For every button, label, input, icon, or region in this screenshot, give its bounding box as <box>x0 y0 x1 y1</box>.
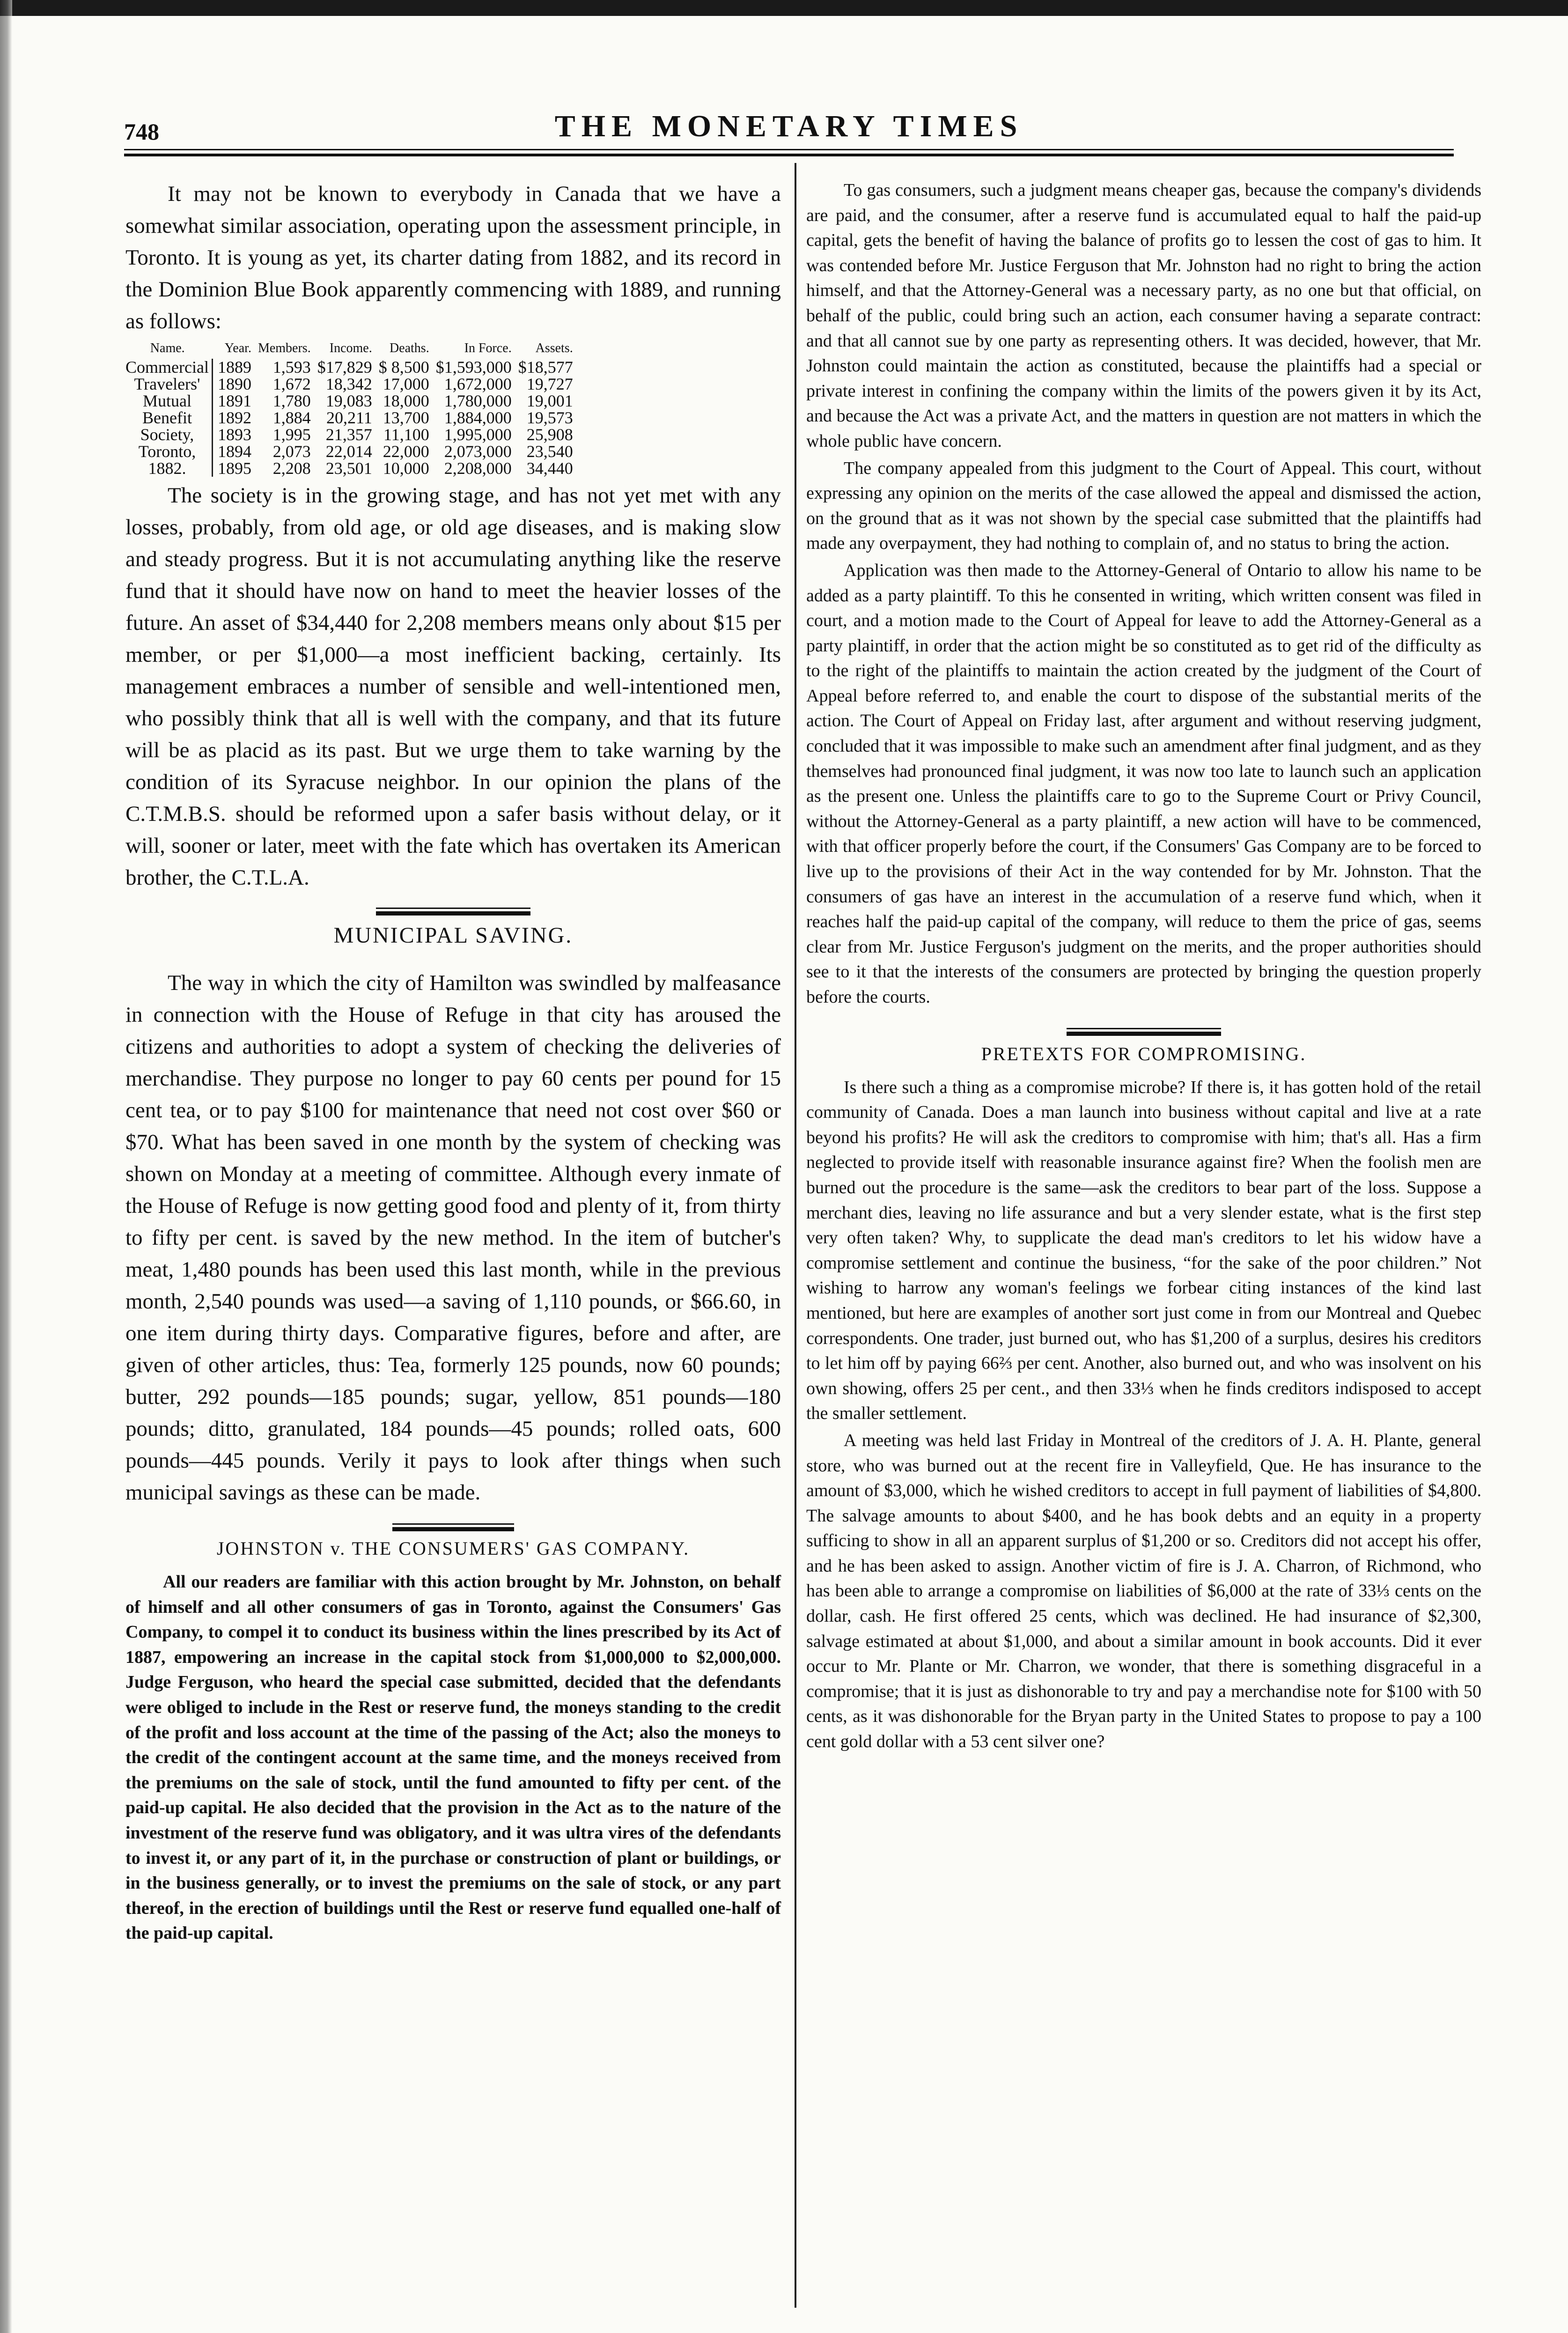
municipal-saving-title: MUNICIPAL SAVING. <box>333 923 573 948</box>
table-row: Benefit 1892 1,884 20,211 13,700 1,884,000 19,573 <box>142 408 573 427</box>
left-column <box>125 178 781 1946</box>
page-header <box>124 109 1454 145</box>
ctmbs-statistics-table <box>125 340 580 477</box>
table-row: Commercial 1889 1,593 $17,829 $ 8,500 $1,593,000 $18,577 <box>125 358 573 377</box>
table-row: Toronto, 1894 2,073 22,014 22,000 2,073,000 23,540 <box>138 442 573 461</box>
table-row: Society, 1893 1,995 21,357 11,100 1,995,000 25,908 <box>140 425 573 444</box>
header-deaths: Deaths. <box>389 341 429 355</box>
header-year: Year. <box>224 341 251 355</box>
attorney-general-paragraph: Application was then made to the Attorney-General of Ontario to allow his name to be added as a party plaintiff. To this he consented in writing, which written consent was filed in court, and a motion made to the Court of Appeal for leave to add the Attorney-General as a party plaintiff, in order that the action might be so constituted as to get rid of the difficulty as to the right of the plaintiffs to maintain the action created by the judgment of the Court of Appeal before referred to, and enable the court to dispose of the substantial merits of the action. The Court of Appeal on Friday last, after argument and without reserving judgment, concluded that it was impossible to make such an amendment after final judgment, and as they themselves had pronounced final judgment, it was now too late to launch such an application as the present one. Unless the plaintiffs care to go to the Supreme Court or Privy Council, without the Attorney-General as a party plaintiff, a new action will have to be commenced, with that officer properly before the court, if the Consumers' Gas Company are to be forced to live up to the provisions of their Act in the way contended for by Mr. Johnston. That the consumers of gas have an interest in the accumulation of a reserve fund which, when it reaches half the paid-up capital of the company, will reduce to them the price of gas, seems clear from Mr. Justice Ferguson's judgment on the merits, and the proper authorities should see to it that the interests of the consumers are protected by bringing the question properly before the courts. <box>806 560 1481 1007</box>
stats-header-row <box>125 340 580 359</box>
pretexts-title: PRETEXTS FOR COMPROMISING. <box>981 1043 1307 1064</box>
section-rule <box>376 904 530 918</box>
masthead-title: THE MONETARY TIMES <box>554 109 1023 143</box>
header-assets: Assets. <box>535 341 573 355</box>
header-members: Members. <box>258 341 311 355</box>
header-rule-thin <box>124 149 1454 150</box>
table-row: 1882. 1895 2,208 23,501 10,000 2,208,000 34,440 <box>148 459 573 478</box>
intro-paragraph: It may not be known to everybody in Canada that we have a somewhat similar association, operating upon the assessment principle, in Toronto. It is young as yet, its charter dating from 1882, and its record in the Dominion Blue Book apparently commencing with 1889, and running as follows: <box>125 182 781 333</box>
header-in-force: In Force. <box>464 341 512 355</box>
johnston-case-title: JOHNSTON v. THE CONSUMERS' GAS COMPANY. <box>216 1538 690 1559</box>
column-divider <box>795 163 796 2308</box>
scan-top-band <box>0 0 1568 16</box>
header-rule-thick <box>124 154 1454 156</box>
section-rule <box>1067 1024 1221 1038</box>
society-paragraph: The society is in the growing stage, and has not yet met with any losses, probably, from old age, or old age diseases, and is making slow and steady progress. But it is not accumulating anything like the reserve fund that it should have now on hand to meet the heavier losses of the future. An asset of $34,440 for 2,208 members means only about $15 per member, or per $1,000—a most inefficient backing, certainly. Its management embraces a number of sensible and well-intentioned men, who possibly think that all is well with the company, and that its future will be as placid as its past. But we urge them to take warning by the condition of its Syracuse neighbor. In our opinion the plans of the C.T.M.B.S. should be reformed upon a safer basis without delay, or it will, sooner or later, meet with the fate which has overtaken its American brother, the C.T.L.A. <box>125 483 781 890</box>
table-row: Travelers' 1890 1,672 18,342 17,000 1,672,000 19,727 <box>134 375 573 393</box>
gas-judgment-paragraph: To gas consumers, such a judgment means cheaper gas, because the company's dividends are paid, and the consumer, after a reserve fund is accumulated equal to half the paid-up capital, gets the benefit of having the balance of profits go to lessen the cost of gas to him. It was contended before Mr. Justice Ferguson that Mr. Johnston had no right to bring the action himself, and that the Attorney-General was a necessary party, as no one but that official, on behalf of the public, could bring such an action, each consumer having a separate contract: and that all cannot sue by one party as representing others. It was decided, however, that Mr. Johnston could maintain the action as constituted, because the plaintiffs had a special or private interest in confining the company within the limits of the powers given it by its Act, and because the Act was a private Act, and the matters in question are not matters in which the whole public have concern. <box>806 180 1481 451</box>
municipal-saving-paragraph: The way in which the city of Hamilton was swindled by malfeasance in connection with the House of Refuge in that city has aroused the citizens and authorities to adopt a system of checking the deliveries of merchandise. They purpose no longer to pay 60 cents per pound for 15 cent tea, or to pay $100 for maintenance that need not cost over $60 or $70. What has been saved in one month by the system of checking was shown on Monday at a meeting of committee. Although every inmate of the House of Refuge is now getting good food and plenty of it, from thirty to fifty per cent. is saved by the new method. In the item of butcher's meat, 1,480 pounds has been used this last month, while in the previous month, 2,540 pounds was used—a saving of 1,110 pounds, or $66.60, in one item during thirty days. Comparative figures, before and after, are given of other articles, thus: Tea, formerly 125 pounds, now 60 pounds; butter, 292 pounds—185 pounds; sugar, yellow, 851 pounds—180 pounds; ditto, granulated, 184 pounds—45 pounds; rolled oats, 600 pounds—445 pounds. Verily it pays to look after things when such municipal savings as these can be made. <box>125 971 781 1505</box>
section-rule <box>392 1520 514 1534</box>
johnston-case-paragraph: All our readers are familiar with this action brought by Mr. Johnston, on behalf of himself and all other consumers of gas in Toronto, against the Consumers' Gas Company, to compel it to conduct its business within the lines prescribed by its Act of 1887, empowering an increase in the capital stock from $1,000,000 to $2,000,000. Judge Ferguson, who heard the special case submitted, decided that the defendants were obliged to include in the Rest or reserve fund, the moneys standing to the credit of the profit and loss account at the time of the passing of the Act; also the moneys to the credit of the contingent account at the same time, and the moneys received from the premiums on the sale of stock, until the fund amounted to fifty per cent. of the paid-up capital. He also decided that the provision in the Act as to the nature of the investment of the reserve fund was obligatory, and it was ultra vires of the defendants to invest it, or any part of it, in the purchase or construction of plant or buildings, or in the business generally, or to invest the premiums on the sale of stock, or any part thereof, in the erection of buildings until the Rest or reserve fund equalled one-half of the paid-up capital. <box>125 1572 781 1943</box>
scan-left-edge <box>0 0 12 2333</box>
header-income: Income. <box>329 341 372 355</box>
court-of-appeal-paragraph: The company appealed from this judgment to the Court of Appeal. This court, without expressing any opinion on the merits of the case allowed the appeal and dismissed the action, on the ground that as it was not shown by the special case submitted that the plaintiffs had made any overpayment, they had nothing to complain of, and no status to bring the action. <box>806 458 1481 554</box>
table-row: Mutual 1891 1,780 19,083 18,000 1,780,000 19,001 <box>142 391 573 410</box>
compromise-microbe-paragraph: Is there such a thing as a compromise microbe? If there is, it has gotten hold of the retail community of Canada. Does a man launch into business without capital and live at a rate beyond his profits? He will ask the creditors to compromise with him; that's all. Has a firm neglected to provide itself with reasonable insurance against fire? When the foolish men are burned out the procedure is the same—ask the creditors to bear part of the loss. Suppose a merchant dies, leaving no life assurance and but a very slender estate, what is the first step very often taken? Why, to supplicate the dead man's creditors to let his widow have a compromise settlement and continue the business, “for the sake of the poor children.” Not wishing to harrow any woman's feelings we forbear citing instances of the kind last mentioned, but here are examples of another sort just come in from our Montreal and Quebec correspondents. One trader, just burned out, who has $1,200 of a surplus, desires his creditors to let him off by paying 66⅔ per cent. Another, also burned out, and who was insolvent on his own showing, offers 25 per cent., and then 33⅓ when he finds creditors indisposed to accept the smaller settlement. <box>806 1077 1481 1424</box>
header-name: Name. <box>150 341 185 355</box>
plante-charron-paragraph: A meeting was held last Friday in Montreal of the creditors of J. A. H. Plante, general store, who was burned out at the recent fire in Valleyfield, Que. He has insurance to the amount of $3,000, which he wished creditors to accept in full payment of liabilities of $4,800. The salvage amounts to about $400, and he has book debts and an equity in a property sufficing to show in all an apparent surplus of $1,200 or so. Creditors did not accept his offer, and he has been asked to assign. Another victim of fire is J. A. Charron, of Richmond, who has been able to arrange a compromise on liabilities of $6,000 at the rate of 33⅓ cents on the dollar, cash. He first offered 25 cents, which was declined. He had insurance of $2,300, salvage estimated at about $1,000, and about a similar amount in book accounts. Did it ever occur to Mr. Plante or Mr. Charron, we wonder, that there is something disgraceful in a compromise; that it is just as dishonorable to try and pay a merchandise note for $100 with 50 cents, as it was dishonorable for the Bryan party in the United States to propose to pay a 100 cent gold dollar with a 53 cent silver one? <box>806 1430 1481 1752</box>
right-column <box>806 178 1481 1755</box>
page-number: 748 <box>124 118 159 145</box>
